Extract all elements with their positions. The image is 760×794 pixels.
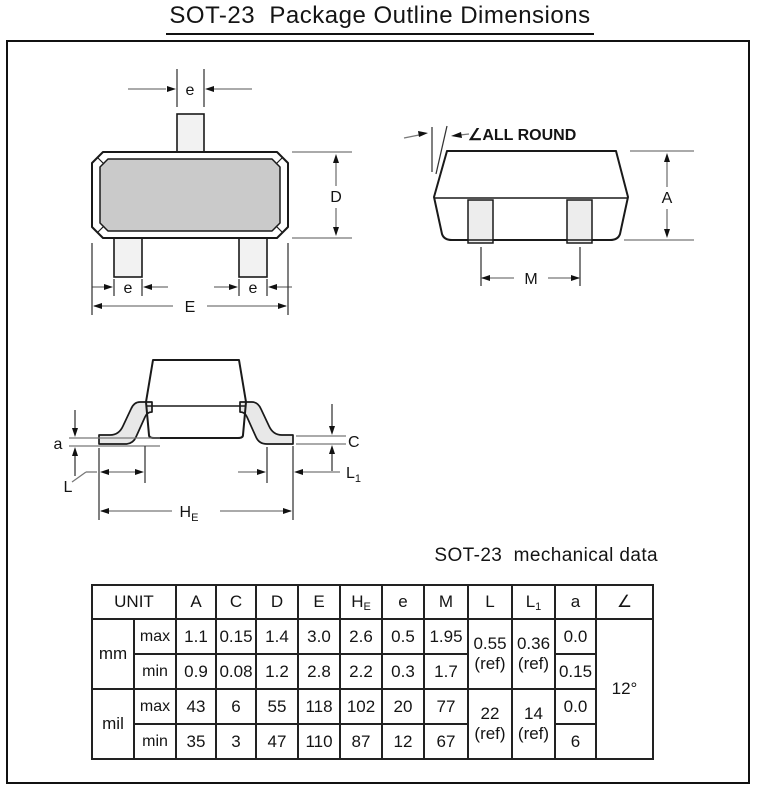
dim-a-label: a: [53, 436, 63, 453]
cell-mm-L1: 0.36 (ref): [512, 619, 555, 689]
mm-max-label: max: [134, 619, 176, 654]
dim-e-top-label: e: [185, 82, 195, 99]
header-D: D: [256, 585, 298, 619]
dim-e-bottom-left: [92, 279, 168, 297]
header-M: M: [424, 585, 468, 619]
dim-C: [296, 404, 360, 471]
dim-C-label: C: [348, 434, 360, 451]
front-view-right-lead: [240, 402, 293, 444]
dim-D-label: D: [330, 189, 342, 206]
cell-mm-min-A: 0.9: [176, 654, 216, 689]
bottom-view-left-pin: [114, 238, 142, 277]
dim-L1-label: $L_1$: [346, 465, 362, 485]
cell-mil-min-M: 67: [424, 724, 468, 759]
header-unit: UNIT: [92, 585, 176, 619]
cell-mil-max-HE: 102: [340, 689, 382, 724]
cell-mil-max-e: 20: [382, 689, 424, 724]
cell-mm-min-M: 1.7: [424, 654, 468, 689]
cell-mil-L1: 14 (ref): [512, 689, 555, 759]
cell-mm-min-HE: 2.2: [340, 654, 382, 689]
table-row-mm-max: [92, 619, 653, 654]
unit-mil: mil: [92, 689, 134, 759]
cell-mil-max-E: 118: [298, 689, 340, 724]
table-row-mm-min: [92, 654, 653, 689]
front-view: [54, 360, 361, 524]
cell-mil-max-C: 6: [216, 689, 256, 724]
cell-mil-max-M: 77: [424, 689, 468, 724]
dim-e-left-label: e: [123, 280, 133, 297]
cell-mil-min-HE: 87: [340, 724, 382, 759]
table-row-mil-max: [92, 689, 653, 724]
cell-mil-min-a: 6: [555, 724, 596, 759]
cell-mm-max-A: 1.1: [176, 619, 216, 654]
cell-mm-max-a: 0.0: [555, 619, 596, 654]
cell-mil-L: 22 (ref): [468, 689, 512, 759]
cell-mm-max-M: 1.95: [424, 619, 468, 654]
cell-mm-max-HE: 2.6: [340, 619, 382, 654]
cell-mm-max-e: 0.5: [382, 619, 424, 654]
header-HE: $H_E$: [340, 585, 382, 619]
cell-mm-min-D: 1.2: [256, 654, 298, 689]
cell-mil-max-D: 55: [256, 689, 298, 724]
cell-mm-min-C: 0.08: [216, 654, 256, 689]
header-E: E: [298, 585, 340, 619]
dim-D: [292, 152, 352, 238]
unit-mm: mm: [92, 619, 134, 689]
header-angle: ∠: [596, 585, 653, 619]
dim-E-label: E: [184, 299, 196, 316]
cell-mil-min-E: 110: [298, 724, 340, 759]
dim-e-bottom-right: [214, 279, 292, 297]
front-view-body: [146, 360, 246, 438]
cell-mil-max-a: 0.0: [555, 689, 596, 724]
header-L: L: [468, 585, 512, 619]
header-a: a: [555, 585, 596, 619]
cell-mil-min-e: 12: [382, 724, 424, 759]
mm-min-label: min: [134, 654, 176, 689]
cell-mil-min-D: 47: [256, 724, 298, 759]
cell-mm-L: 0.55 (ref): [468, 619, 512, 689]
dim-L: [64, 446, 145, 520]
side-view-left-pin: [468, 200, 493, 243]
cell-mm-max-E: 3.0: [298, 619, 340, 654]
cell-angle-value: 12°: [596, 619, 653, 759]
header-A: A: [176, 585, 216, 619]
mechanical-data-table: [91, 584, 654, 760]
cell-mm-min-a: 0.15: [555, 654, 596, 689]
cell-mil-min-C: 3: [216, 724, 256, 759]
side-view-body: [434, 151, 628, 240]
cell-mm-min-e: 0.3: [382, 654, 424, 689]
dim-L-label: L: [63, 479, 73, 496]
dim-HE-label: $H_E$: [179, 504, 199, 524]
dim-A-label: A: [661, 190, 673, 207]
cell-mm-max-D: 1.4: [256, 619, 298, 654]
dim-A: [624, 151, 694, 240]
cell-mm-max-C: 0.15: [216, 619, 256, 654]
dim-HE: [100, 504, 292, 524]
mil-min-label: min: [134, 724, 176, 759]
table-header-row: [92, 585, 653, 619]
page-title-text: SOT-23 Package Outline Dimensions: [166, 2, 593, 35]
dim-M: [481, 247, 580, 288]
side-view-right-pin: [567, 200, 592, 243]
dim-e-right-label: e: [248, 280, 258, 297]
cell-mm-min-E: 2.8: [298, 654, 340, 689]
dim-M-label: M: [524, 271, 538, 288]
table-subtitle: SOT-23 mechanical data: [434, 545, 658, 566]
bottom-view-top-pin: [177, 114, 204, 152]
bottom-view: [92, 69, 352, 316]
bottom-view-right-pin: [239, 238, 267, 277]
table-row-mil-min: [92, 724, 653, 759]
header-e: e: [382, 585, 424, 619]
mil-max-label: max: [134, 689, 176, 724]
dim-L1: [238, 446, 361, 520]
bottom-view-body-face: [100, 159, 280, 231]
all-round-label: ∠ALL ROUND: [468, 127, 577, 144]
cell-mil-min-A: 35: [176, 724, 216, 759]
cell-mil-max-A: 43: [176, 689, 216, 724]
side-view: [404, 126, 694, 288]
header-L1: $L_1$: [512, 585, 555, 619]
dim-e-top: [128, 69, 252, 107]
header-C: C: [216, 585, 256, 619]
